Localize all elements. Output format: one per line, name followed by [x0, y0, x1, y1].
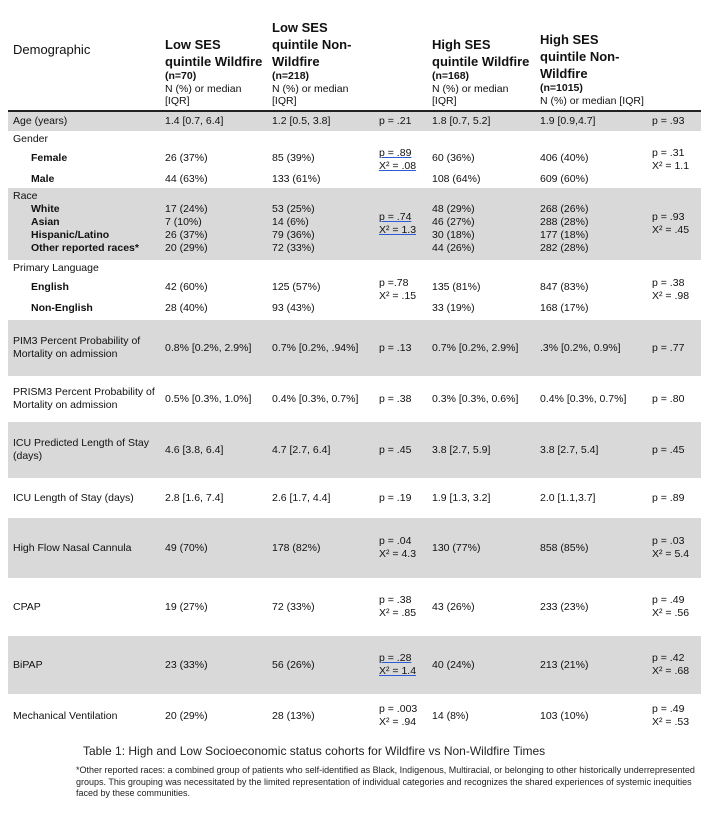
cell-value: 14 (6%) [272, 216, 309, 228]
row-label: ICU Predicted Length of Stay (days) [13, 437, 149, 462]
row-label-cell [8, 518, 160, 578]
stat-cell [374, 188, 427, 260]
value-cell [535, 422, 647, 478]
row-label-cell [8, 422, 160, 478]
cell-value: 0.7% [0.2%, .94%] [272, 341, 359, 354]
table-row [8, 188, 701, 260]
cell-value: 20 (29%) [165, 709, 208, 722]
value-cell [427, 636, 535, 694]
row-label-cell [8, 578, 160, 636]
cell-value: 26 (37%) [165, 229, 208, 241]
stat-value: p = .89 [379, 146, 412, 159]
value-cell [160, 188, 267, 260]
cell-value: 14 (8%) [432, 709, 469, 722]
stat-value: p = .45 [379, 443, 412, 456]
cell-value: 1.8 [0.7, 5.2] [432, 115, 491, 127]
cell-value: 406 (40%) [540, 152, 589, 164]
demographic-header: Demographic [13, 41, 91, 57]
table-row [8, 636, 701, 694]
table-footnote: *Other reported races: a combined group of patients who self-identified as Black, Indigenous, Multiracial, or belonging to other historically underrepresented groups. This grouping was necessitated by the limited representation of individual categories and recognizes the shared experiences of systemic inequities faced by these communities. [76, 765, 695, 798]
cell-value: 108 (64%) [432, 173, 481, 185]
stat-value: X² = .98 [652, 290, 690, 302]
header-low-wildfire [160, 8, 267, 111]
row-sublabel: Asian [31, 216, 60, 228]
column-subtitle: N (%) or median [IQR] [272, 83, 349, 107]
stat-value: X² = .94 [379, 716, 417, 728]
cell-value: 28 (13%) [272, 709, 315, 722]
column-title: Low SES quintile Wildfire [165, 37, 263, 69]
stat-value: p = .77 [652, 341, 685, 354]
cell-value: 72 (33%) [272, 242, 315, 254]
cell-value: 0.4% [0.3%, 0.7%] [272, 392, 359, 405]
cell-value: 72 (33%) [272, 600, 315, 613]
cell-value: 3.8 [2.7, 5.9] [432, 443, 491, 456]
stat-value: X² = .68 [652, 665, 690, 677]
stat-cell [374, 422, 427, 478]
value-cell [535, 111, 647, 131]
column-title: Low SES quintile Non-Wildfire [272, 20, 352, 69]
cell-value: .3% [0.2%, 0.9%] [540, 341, 621, 354]
row-label: ICU Length of Stay (days) [13, 491, 134, 504]
stat-value: p = .31 [652, 146, 685, 159]
cell-value: 178 (82%) [272, 541, 321, 554]
cell-value: 130 (77%) [432, 541, 481, 554]
stat-value: p = .49 [652, 703, 685, 715]
cell-value: 3.8 [2.7, 5.4] [540, 443, 599, 456]
value-cell [267, 260, 374, 320]
demographics-table [8, 8, 701, 738]
cell-value: 19 (27%) [165, 600, 208, 613]
stat-cell [374, 111, 427, 131]
cell-value: 56 (26%) [272, 658, 315, 671]
table-row [8, 694, 701, 738]
cell-value: 168 (17%) [540, 302, 589, 314]
value-cell [535, 636, 647, 694]
stat-value: X² = .45 [652, 224, 690, 236]
stat-value: X² = 1.3 [379, 224, 417, 236]
stat-value: p = .80 [652, 392, 685, 405]
cell-value: 40 (24%) [432, 658, 475, 671]
stat-cell [647, 188, 701, 260]
cell-value: 7 (10%) [165, 216, 202, 228]
cell-value: 135 (81%) [432, 281, 481, 293]
cell-value: 20 (29%) [165, 242, 208, 254]
column-n: (n=218) [272, 70, 310, 82]
cell-value: 125 (57%) [272, 281, 321, 293]
table-row [8, 111, 701, 131]
row-sublabel: Female [31, 152, 68, 164]
stat-value: p = .74 [379, 211, 412, 223]
cell-value: 1.9 [1.3, 3.2] [432, 491, 491, 504]
header-low-nonwildfire [267, 8, 374, 111]
value-cell [160, 478, 267, 518]
row-label-cell [8, 478, 160, 518]
stat-value: p = .42 [652, 652, 685, 664]
row-label: Race [13, 190, 38, 202]
row-label-cell [8, 694, 160, 738]
row-label-cell [8, 188, 160, 260]
cell-value: 23 (33%) [165, 658, 208, 671]
cell-value: 44 (63%) [165, 173, 208, 185]
value-cell [267, 131, 374, 188]
cell-value: 49 (70%) [165, 541, 208, 554]
stat-cell [374, 376, 427, 422]
stat-value: X² = .56 [652, 607, 690, 619]
value-cell [160, 636, 267, 694]
stat-value: X² = .15 [379, 290, 417, 302]
cell-value: 1.9 [0.9,4.7] [540, 115, 596, 127]
value-cell [160, 376, 267, 422]
cell-value: 133 (61%) [272, 173, 321, 185]
cell-value: 847 (83%) [540, 281, 589, 293]
table-row [8, 422, 701, 478]
cell-value: 26 (37%) [165, 152, 208, 164]
column-title: High SES quintile Non-Wildfire [540, 32, 620, 81]
row-label: BiPAP [13, 658, 43, 671]
value-cell [535, 578, 647, 636]
stat-value: X² = 1.4 [379, 665, 417, 677]
stat-cell [647, 422, 701, 478]
stat-value: p = .03 [652, 535, 685, 547]
cell-value: 213 (21%) [540, 658, 589, 671]
stat-value: p = .003 [379, 703, 418, 715]
cell-value: 0.4% [0.3%, 0.7%] [540, 392, 627, 405]
cell-value: 53 (25%) [272, 203, 315, 215]
value-cell [535, 260, 647, 320]
value-cell [160, 518, 267, 578]
row-sublabel: Non-English [31, 302, 93, 314]
value-cell [160, 131, 267, 188]
cell-value: 42 (60%) [165, 281, 208, 293]
stat-cell [647, 376, 701, 422]
value-cell [267, 188, 374, 260]
row-label: Gender [13, 133, 49, 145]
row-label-cell [8, 320, 160, 376]
stat-value: X² = .08 [379, 159, 417, 172]
cell-value: 79 (36%) [272, 229, 315, 241]
stat-cell [374, 131, 427, 188]
stat-value: p = .04 [379, 535, 412, 547]
table-row [8, 131, 701, 188]
stat-value: p = .38 [652, 277, 685, 289]
stat-value: X² = .53 [652, 716, 690, 728]
value-cell [267, 376, 374, 422]
value-cell [267, 478, 374, 518]
header-p-high [647, 8, 701, 111]
stat-cell [647, 111, 701, 131]
value-cell [160, 111, 267, 131]
row-label: Age (years) [13, 115, 68, 127]
value-cell [535, 478, 647, 518]
table-row [8, 320, 701, 376]
column-subtitle: N (%) or median [IQR] [540, 95, 644, 107]
cell-value: 1.4 [0.7, 6.4] [165, 115, 224, 127]
stat-value: X² = 5.4 [652, 548, 690, 560]
cell-value: 1.2 [0.5, 3.8] [272, 115, 331, 127]
cell-value: 28 (40%) [165, 302, 208, 314]
header-high-nonwildfire [535, 8, 647, 111]
row-label: High Flow Nasal Cannula [13, 541, 132, 554]
stat-cell [647, 478, 701, 518]
table-row [8, 376, 701, 422]
cell-value: 46 (27%) [432, 216, 475, 228]
stat-cell [374, 694, 427, 738]
stat-value: X² = 1.1 [652, 159, 690, 172]
cell-value: 288 (28%) [540, 216, 589, 228]
value-cell [427, 131, 535, 188]
cell-value: 2.6 [1.7, 4.4] [272, 491, 331, 504]
value-cell [427, 422, 535, 478]
value-cell [160, 320, 267, 376]
value-cell [427, 478, 535, 518]
value-cell [267, 422, 374, 478]
row-label-cell [8, 260, 160, 320]
row-sublabel: English [31, 281, 69, 293]
row-label: Mechanical Ventilation [13, 709, 118, 722]
value-cell [535, 694, 647, 738]
stat-value: p = .93 [652, 115, 685, 127]
value-cell [535, 376, 647, 422]
stat-value: p = .21 [379, 115, 412, 127]
row-label: PIM3 Percent Probability of Mortality on admission [13, 335, 141, 360]
cell-value: 60 (36%) [432, 152, 475, 164]
row-sublabel: Male [31, 173, 55, 185]
cell-value: 2.8 [1.6, 7.4] [165, 491, 224, 504]
stat-cell [374, 636, 427, 694]
cell-value: 44 (26%) [432, 242, 475, 254]
value-cell [267, 111, 374, 131]
value-cell [535, 518, 647, 578]
stat-cell [647, 694, 701, 738]
header-high-wildfire [427, 8, 535, 111]
stat-value: p = .38 [379, 594, 412, 606]
row-sublabel: Other reported races* [31, 242, 139, 254]
cell-value: 858 (85%) [540, 541, 589, 554]
value-cell [535, 320, 647, 376]
value-cell [160, 578, 267, 636]
value-cell [160, 260, 267, 320]
value-cell [427, 694, 535, 738]
stat-value: p = .49 [652, 594, 685, 606]
cell-value: 177 (18%) [540, 229, 589, 241]
value-cell [427, 578, 535, 636]
value-cell [535, 131, 647, 188]
column-n: (n=168) [432, 70, 470, 82]
stat-cell [647, 578, 701, 636]
value-cell [267, 694, 374, 738]
stat-cell [647, 260, 701, 320]
row-sublabel: Hispanic/Latino [31, 229, 110, 241]
row-label: PRISM3 Percent Probability of Mortality on admission [13, 386, 155, 411]
value-cell [427, 188, 535, 260]
value-cell [427, 320, 535, 376]
row-label-cell [8, 111, 160, 131]
table-row [8, 578, 701, 636]
cell-value: 233 (23%) [540, 600, 589, 613]
cell-value: 0.5% [0.3%, 1.0%] [165, 392, 252, 405]
value-cell [427, 518, 535, 578]
table-row [8, 518, 701, 578]
cell-value: 43 (26%) [432, 600, 475, 613]
cell-value: 30 (18%) [432, 229, 475, 241]
stat-cell [647, 131, 701, 188]
table-row [8, 478, 701, 518]
value-cell [427, 376, 535, 422]
stat-value: p = .93 [652, 211, 685, 223]
stat-cell [374, 260, 427, 320]
stat-value: p = .45 [652, 443, 685, 456]
row-label-cell [8, 131, 160, 188]
stat-cell [374, 518, 427, 578]
cell-value: 2.0 [1.1,3.7] [540, 491, 596, 504]
row-label-cell [8, 376, 160, 422]
cell-value: 33 (19%) [432, 302, 475, 314]
cell-value: 0.3% [0.3%, 0.6%] [432, 392, 519, 405]
table-caption: Table 1: High and Low Socioeconomic status cohorts for Wildfire vs Non-Wildfire Times [83, 744, 546, 758]
stat-value: p = .19 [379, 491, 412, 504]
stat-cell [374, 320, 427, 376]
cell-value: 0.8% [0.2%, 2.9%] [165, 341, 252, 354]
stat-value: p = .28 [379, 652, 412, 664]
stat-value: p =.78 [379, 277, 409, 289]
column-n: (n=70) [165, 70, 197, 82]
value-cell [267, 636, 374, 694]
value-cell [267, 578, 374, 636]
cell-value: 93 (43%) [272, 302, 315, 314]
column-n: (n=1015) [540, 82, 583, 94]
table-body [8, 111, 701, 738]
stat-cell [374, 578, 427, 636]
stat-value: p = .13 [379, 341, 412, 354]
cell-value: 282 (28%) [540, 242, 589, 254]
column-subtitle: N (%) or median [IQR] [432, 83, 509, 107]
cell-value: 4.6 [3.8, 6.4] [165, 443, 224, 456]
stat-value: p = .89 [652, 491, 685, 504]
stat-cell [374, 478, 427, 518]
cell-value: 103 (10%) [540, 709, 589, 722]
cell-value: 609 (60%) [540, 173, 589, 185]
stat-cell [647, 636, 701, 694]
cell-value: 268 (26%) [540, 203, 589, 215]
table-row [8, 260, 701, 320]
cell-value: 17 (24%) [165, 203, 208, 215]
header-p-low [374, 8, 427, 111]
stat-value: X² = 4.3 [379, 548, 417, 560]
value-cell [427, 111, 535, 131]
row-sublabel: White [31, 203, 60, 215]
column-subtitle: N (%) or median [IQR] [165, 83, 242, 107]
value-cell [267, 320, 374, 376]
value-cell [535, 188, 647, 260]
value-cell [267, 518, 374, 578]
row-label: Primary Language [13, 262, 99, 274]
stat-cell [647, 518, 701, 578]
cell-value: 48 (29%) [432, 203, 475, 215]
cell-value: 0.7% [0.2%, 2.9%] [432, 341, 519, 354]
table-header-row [8, 8, 701, 111]
value-cell [160, 694, 267, 738]
stat-cell [647, 320, 701, 376]
stat-value: p = .38 [379, 392, 412, 405]
column-title: High SES quintile Wildfire [432, 37, 530, 69]
stat-value: X² = .85 [379, 607, 417, 619]
cell-value: 4.7 [2.7, 6.4] [272, 443, 331, 456]
value-cell [427, 260, 535, 320]
row-label: CPAP [13, 600, 41, 613]
cell-value: 85 (39%) [272, 152, 315, 164]
value-cell [160, 422, 267, 478]
row-label-cell [8, 636, 160, 694]
